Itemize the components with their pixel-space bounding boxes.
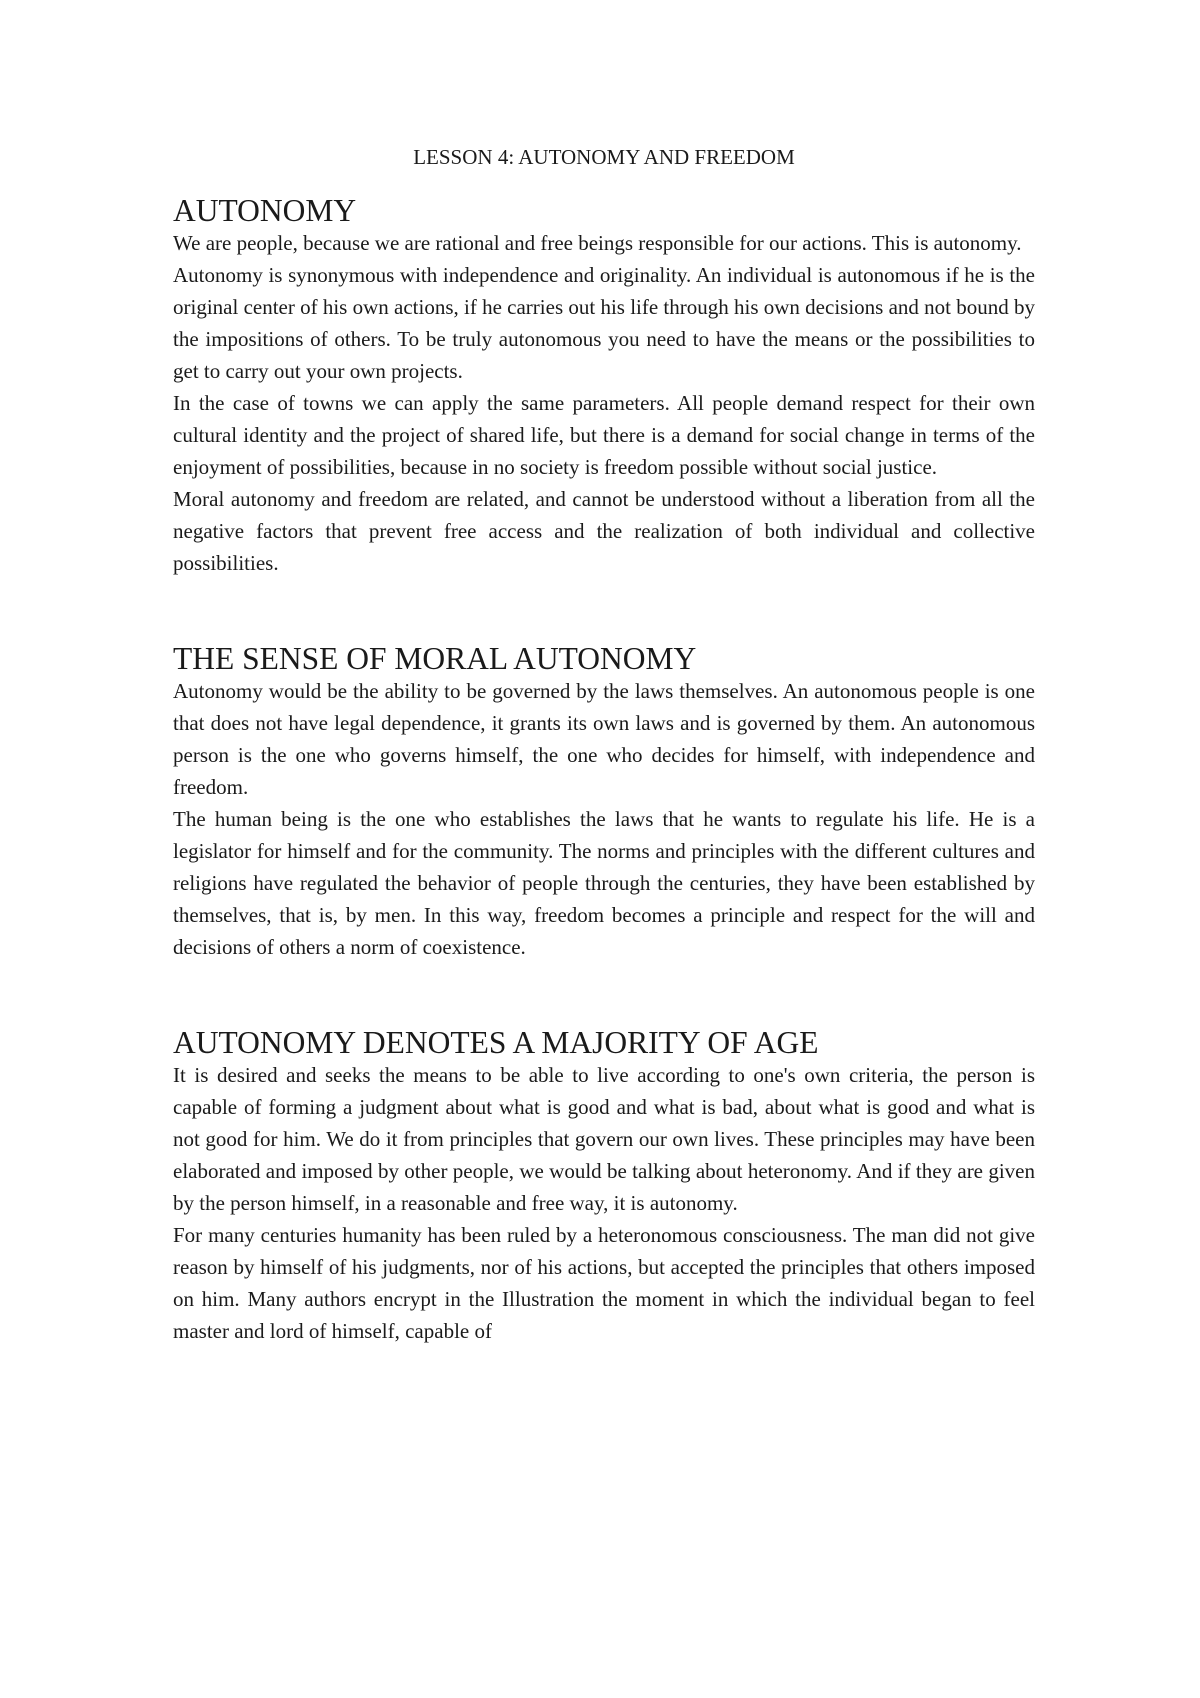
- paragraph: Moral autonomy and freedom are related, and cannot be understood without a liberation from all the negative factors that prevent free access and the realization of both individual and collective possibilities.: [173, 487, 1035, 575]
- paragraph: We are people, because we are rational and free beings responsible for our actions. This is autonomy.: [173, 231, 1022, 255]
- paragraph: For many centuries humanity has been ruled by a heteronomous consciousness. The man did not give reason by himself of his judgments, nor of his actions, but accepted the principles that others imposed on him. Many authors encrypt in the Illustration the moment in which the individual began to feel master and lord of himself, capable of: [173, 1223, 1035, 1343]
- section-majority-of-age: [173, 1027, 1035, 1347]
- paragraph: Autonomy is synonymous with independence and originality. An individual is autonomous if he is the original center of his own actions, if he carries out his life through his own decisions and not bound by the impositions of others. To be truly autonomous you need to have the means or the possibilities to get to carry out your own projects.: [173, 263, 1035, 383]
- section-spacer: [173, 963, 1035, 1027]
- paragraph: It is desired and seeks the means to be able to live according to one's own criteria, the person is capable of forming a judgment about what is good and what is bad, about what is good and what is not good for him. We do it from principles that govern our own lives. These principles may have been elaborated and imposed by other people, we would be talking about heteronomy. And if they are given by the person himself, in a reasonable and free way, it is autonomy.: [173, 1063, 1035, 1215]
- paragraph: In the case of towns we can apply the same parameters. All people demand respect for their own cultural identity and the project of shared life, but there is a demand for social change in terms of the enjoyment of possibilities, because in no society is freedom possible without social justice.: [173, 391, 1035, 479]
- page-title: LESSON 4: AUTONOMY AND FREEDOM: [413, 145, 795, 169]
- paragraph: The human being is the one who establishes the laws that he wants to regulate his life. He is a legislator for himself and for the community. The norms and principles with the different cultures and religions have regulated the behavior of people through the centuries, they have been established by themselves, that is, by men. In this way, freedom becomes a principle and respect for the will and decisions of others a norm of coexistence.: [173, 807, 1035, 959]
- paragraph: Autonomy would be the ability to be governed by the laws themselves. An autonomous people is one that does not have legal dependence, it grants its own laws and is governed by them. An autonomous person is the one who governs himself, the one who decides for himself, with independence and freedom.: [173, 679, 1035, 799]
- section-heading: THE SENSE OF MORAL AUTONOMY: [173, 641, 697, 676]
- section-heading: AUTONOMY DENOTES A MAJORITY OF AGE: [173, 1025, 819, 1060]
- section-spacer: [173, 579, 1035, 643]
- document-page: [173, 141, 1035, 1347]
- section-heading: AUTONOMY: [173, 193, 357, 228]
- section-autonomy: [173, 195, 1035, 579]
- section-sense-of-moral-autonomy: [173, 643, 1035, 963]
